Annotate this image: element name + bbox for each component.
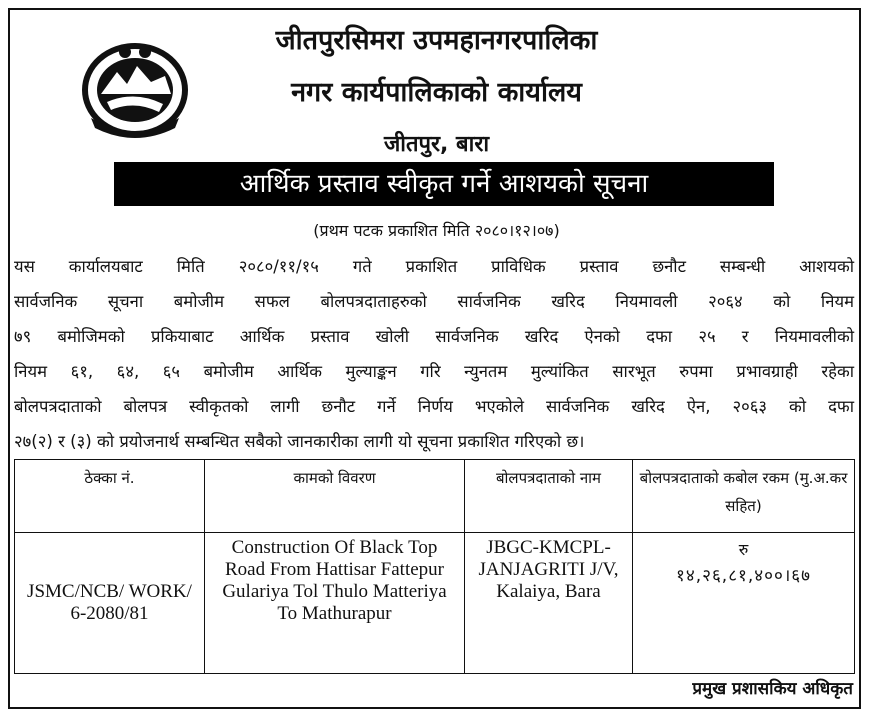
table-header-row (15, 460, 855, 533)
currency-symbol: रु (738, 540, 749, 559)
contract-table (14, 459, 855, 674)
header-bidder: बोलपत्रदाताको नाम (465, 460, 633, 533)
body-line: सार्वजनिक सूचना बमोजीम सफल बोलपत्रदाताहरुको सार्वजनिक खरिद नियमावली २०६४ को नियम (14, 292, 854, 311)
signatory: प्रमुख प्रशासकिय अधिकृत (692, 679, 853, 699)
header-description: कामको विवरण (205, 460, 465, 533)
description-cell: Construction Of Black Top Road From Hattisar Fattepur Gulariya Tol Thulo Matteriya To Mathurapur (205, 533, 465, 674)
office-subtitle: नगर कार्यपालिकाको कार्यालय (291, 77, 582, 108)
header-contract-no: ठेक्का नं. (15, 460, 205, 533)
publication-date: (प्रथम पटक प्रकाशित मिति २०८०।१२।०७) (313, 221, 560, 240)
header-amount: बोलपत्रदाताको कबोल रकम (मु.अ.कर सहित) (633, 460, 855, 533)
body-line: ७९ बमोजिमको प्रकियाबाट आर्थिक प्रस्ताव खोली सार्वजनिक खरिद ऐनको दफा २५ र नियमावलीको (14, 327, 854, 346)
contract-no-cell: JSMC/NCB/ WORK/ 6-2080/81 (15, 533, 205, 674)
office-name: जीतपुरसिमरा उपमहानगरपालिका (275, 25, 598, 56)
bidder-cell: JBGC-KMCPL-JANJAGRITI J/V, Kalaiya, Bara (465, 533, 633, 674)
bid-amount: १४,२६,८१,४००।६७ (676, 566, 811, 586)
body-line: यस कार्यालयबाट मिति २०८०/११/१५ गते प्रकाशित प्राविधिक प्रस्ताव छनौट सम्बन्धी आशयको (14, 257, 854, 276)
amount-cell (633, 533, 855, 674)
body-line: बोलपत्रदाताको बोलपत्र स्वीकृतको लागी छनौट गर्ने निर्णय भएकोले सार्वजनिक खरिद ऐन, २०६३ को दफा (14, 397, 854, 416)
notice-title-banner: आर्थिक प्रस्ताव स्वीकृत गर्ने आशयको सूचना (114, 162, 774, 206)
body-line: २७(२) र (३) को प्रयोजनार्थ सम्बन्धित सबैको जानकारीका लागी यो सूचना प्रकाशित गरिएको छ। (14, 432, 585, 451)
body-line: नियम ६१, ६४, ६५ बमोजीम आर्थिक मुल्याङ्कन गरि न्युनतम मुल्यांकित सारभूत रुपमा प्रभावग्राही रहेका (14, 362, 854, 381)
table-row (15, 533, 855, 674)
office-location: जीतपुर, बारा (383, 132, 490, 157)
